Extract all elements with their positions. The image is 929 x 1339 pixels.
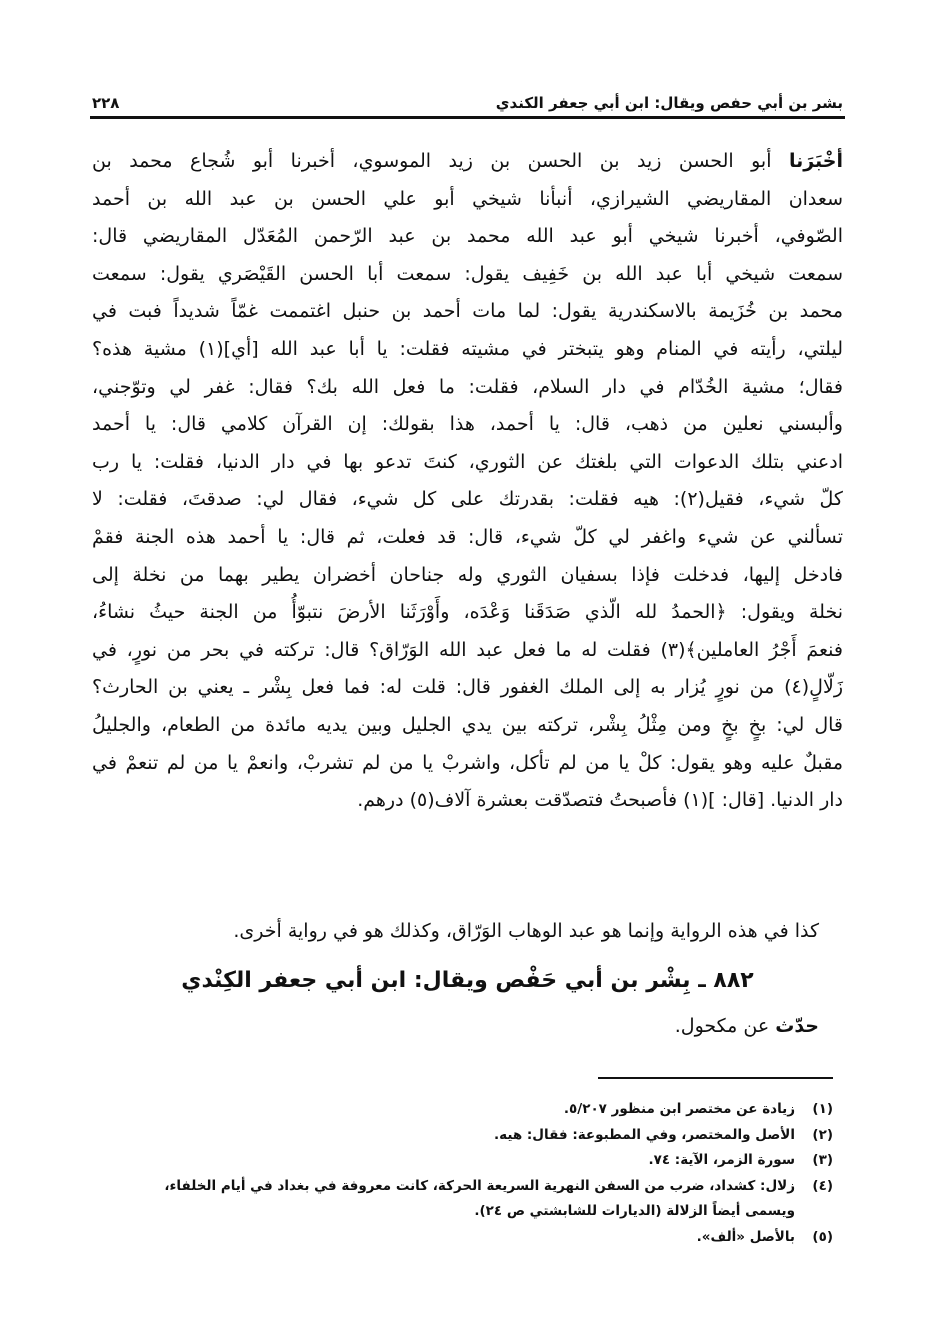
footnote bbox=[110, 1097, 833, 1123]
text-line bbox=[92, 143, 843, 181]
footnote bbox=[110, 1225, 833, 1251]
text-line: تسألني عن شيء واغفر لي كلّ شيء، قال: قد فعلت، ثم قال: يا أحمد هذه الجنة فقمْ bbox=[92, 525, 843, 548]
note-paragraph: كذا في هذه الرواية وإنما هو عبد الوهاب الوَرّاق، وكذلك هو في رواية أخرى. bbox=[233, 920, 819, 942]
footnote bbox=[110, 1148, 833, 1174]
text-line: ليلتي، رأيته في المنام وهو يتبختر في مشيته فقلت: يا أبا عبد الله [أي](١) مشية هذه؟ bbox=[92, 337, 843, 360]
text-line: فقال؛ مشية الخُدّام في دار السلام، فقلت: ما فعل الله بك؟ فقال: غفر لي وتوّجني، bbox=[92, 375, 843, 398]
entry-rest: عن مكحول. bbox=[674, 1015, 776, 1037]
running-title: بشر بن أبي حفص ويقال: ابن أبي جعفر الكندي bbox=[495, 94, 843, 112]
line-text: أبو الحسن زيد بن الحسن بن زيد الموسوي، أخبرنا أبو شُجاع محمد بن bbox=[92, 150, 772, 172]
text-line: سعدان المقاريضي الشيرازي، أنبأنا شيخي أبو علي الحسن بن عبد الله بن أحمد bbox=[92, 187, 843, 210]
text-line: نخلة ويقول: ﴿الحمدُ لله الّذي صَدَقَنا وَعْدَه، وأَوْرَثَنا الأرضَ نتبوّأُ من الجنة حيثُ نشاءُ، bbox=[92, 601, 843, 624]
page-number: ٢٢٨ bbox=[92, 94, 120, 112]
footnote-text: الأصل والمختصر، وفي المطبوعة: فقال: هيه. bbox=[494, 1126, 795, 1143]
main-text bbox=[92, 143, 843, 820]
first-word: أخْبَرَنا bbox=[788, 150, 843, 172]
text-line: زَلّالٍ(٤) من نورٍ يُزار به إلى الملك الغفور قال: قلت له: فما فعل بِشْر ـ يعني بن الحارث؟ bbox=[92, 676, 843, 699]
footnote bbox=[110, 1174, 833, 1225]
header-rule bbox=[90, 116, 845, 119]
footnote-number: (٤) bbox=[812, 1177, 833, 1194]
footnote-number: (٣) bbox=[812, 1152, 833, 1168]
footnote-text: سورة الزمر، الآية: ٧٤. bbox=[648, 1152, 795, 1168]
entry-heading: ٨٨٢ ـ بِشْر بن أبي حَفْص ويقال: ابن أبي جعفر الكِنْدي bbox=[181, 968, 754, 993]
entry-text bbox=[675, 1015, 819, 1037]
entry-first-word: حدّث bbox=[775, 1015, 819, 1037]
text-line: فنعمَ أَجْرُ العاملين﴾(٣) فقلت له ما فعل عبد الله الوَرّاق؟ قال: تركته في بحر من نورٍ، في bbox=[92, 638, 843, 661]
text-line: كلّ شيء، فقيل(٢): هيه فقلت: بقدرتك على كل شيء، فقال لي: صدقتَ، فقلت: لا bbox=[92, 488, 843, 511]
text-line: مقبلٌ عليه وهو يقول: كلْ يا من لم تأكل، واشربْ يا من لم تشربْ، وانعمْ يا من لم تنعمْ في bbox=[92, 751, 843, 774]
text-line: محمد بن خُزَيمة بالاسكندرية يقول: لما مات أحمد بن حنبل اغتممت غمّاً شديداً فبت في bbox=[92, 300, 843, 323]
footnote bbox=[110, 1123, 833, 1149]
text-line: ادعني بتلك الدعوات التي بلغتك عن الثوري، كنتَ تدعو بها في دار الدنيا، فقلت: يا رب bbox=[92, 450, 843, 473]
footnote-number: (١) bbox=[812, 1101, 833, 1117]
footnote-text: زلال: كشداد، ضرب من السفن النهرية السريعة الحركة، كانت معروفة في بغداد في أيام الخلفاء، ويسمى أيضاً الزلالة (الديارات للشابشتي ص ٢٤). bbox=[164, 1177, 795, 1219]
text-line: سمعت شيخي أبا عبد الله بن خَفِيف يقول: سمعت أبا الحسن القَيْصَري يقول: سمعت bbox=[92, 262, 843, 285]
page-header bbox=[92, 88, 843, 112]
footnote-number: (٥) bbox=[812, 1228, 833, 1245]
text-line: وألبسني نعلين من ذهب، قال: يا أحمد، هذا بقولك: إن القرآن كلامي قال: يا أحمد bbox=[92, 413, 843, 436]
text-line: دار الدنيا. [قال: ](١) فأصبحتُ فتصدّقت بعشرة آلاف(٥) درهم. bbox=[357, 789, 843, 812]
text-line: فادخل إليها، فدخلت فإذا بسفيان الثوري وله جناحان أخضران يطير بهما من نخلة إلى bbox=[92, 563, 843, 586]
text-line: الصّوفي، أخبرنا شيخي أبو عبد الله محمد بن عبد الرّحمن المُعَدّل المقاريضي قال: bbox=[92, 225, 843, 248]
footnote-rule bbox=[598, 1077, 833, 1079]
footnote-text: بالأصل «ألف». bbox=[696, 1228, 795, 1245]
footnote-number: (٢) bbox=[812, 1126, 833, 1143]
footnote-text: زيادة عن مختصر ابن منظور ٥/٢٠٧. bbox=[563, 1101, 795, 1117]
footnotes bbox=[110, 1097, 833, 1250]
text-line: قال لي: بخٍ بخٍ ومن مِثْلُ بِشْر، تركته بين يدي الجليل وبين يديه مائدة من الطعام، والجليلُ bbox=[92, 713, 843, 736]
